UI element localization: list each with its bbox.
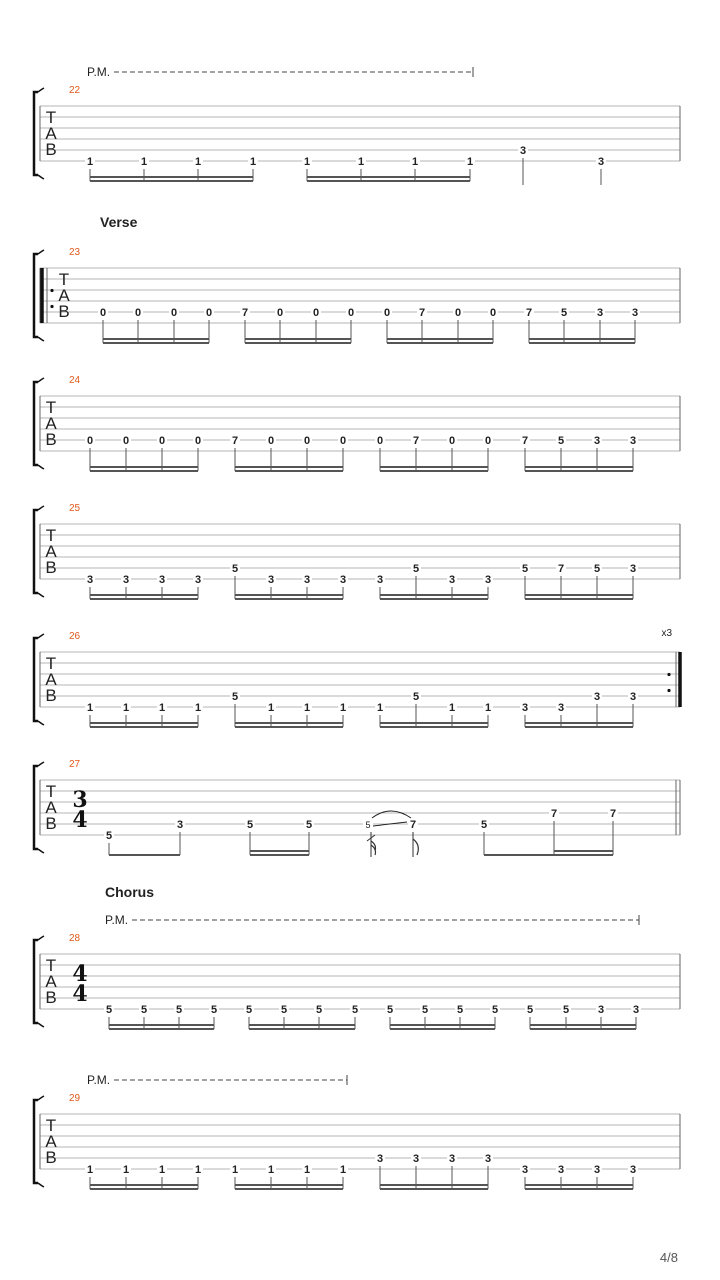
measure-number: 28 [69, 933, 81, 944]
fret-number: 3 [339, 574, 347, 586]
fret-number: 3 [122, 574, 130, 586]
fret-number: 1 [194, 156, 202, 168]
fret-number: 1 [267, 1164, 275, 1176]
fret-number: 5 [593, 563, 601, 575]
fret-number: 7 [409, 819, 417, 831]
tab-letter-t: T [45, 398, 57, 417]
fret-number: 0 [303, 435, 311, 447]
fret-number: 0 [312, 307, 320, 319]
tab-system-29 [34, 1073, 680, 1189]
bracket-tips [38, 506, 44, 597]
fret-number: 0 [339, 435, 347, 447]
fret-number: 0 [134, 307, 142, 319]
fret-number: 1 [86, 156, 94, 168]
tab-system-28 [34, 884, 680, 1029]
fret-number: 3 [629, 1164, 637, 1176]
fret-number: 3 [632, 1004, 640, 1016]
fret-number: 5 [560, 307, 568, 319]
fret-number: 1 [484, 702, 492, 714]
fret-number: 0 [376, 435, 384, 447]
fret-number: 3 [629, 435, 637, 447]
fret-number: 7 [557, 563, 565, 575]
repeat-dot [667, 689, 670, 692]
fret-number: 1 [303, 702, 311, 714]
repeat-dot [667, 673, 670, 676]
measure-number: 27 [69, 759, 81, 770]
fret-number: 3 [519, 145, 527, 157]
tab-letter-t: T [45, 654, 57, 673]
measure-number: 25 [69, 503, 81, 514]
fret-number: 5 [305, 819, 313, 831]
repeat-dot [50, 289, 53, 292]
fret-number: 1 [303, 156, 311, 168]
fret-number: 3 [376, 574, 384, 586]
fret-number: 0 [448, 435, 456, 447]
tab-letter-a: A [45, 972, 57, 991]
fret-number: 3 [194, 574, 202, 586]
fret-number: 5 [386, 1004, 394, 1016]
fret-number: 3 [597, 1004, 605, 1016]
fret-number: 3 [557, 1164, 565, 1176]
fret-number: 5 [480, 819, 488, 831]
fret-number: 3 [596, 307, 604, 319]
fret-number: 1 [249, 156, 257, 168]
measure-number: 22 [69, 85, 81, 96]
fret-number: 3 [597, 156, 605, 168]
tab-letter-t: T [58, 270, 70, 289]
fret-number: 1 [194, 1164, 202, 1176]
tab-system-22 [34, 65, 680, 185]
fret-number: 3 [593, 691, 601, 703]
fret-number: 3 [631, 307, 639, 319]
measure-number: 24 [69, 375, 81, 386]
bracket-tips [38, 1096, 44, 1187]
repeat-count: x3 [661, 628, 672, 639]
fret-number: 1 [231, 1164, 239, 1176]
fret-number: 3 [521, 1164, 529, 1176]
fret-number: 1 [86, 1164, 94, 1176]
tab-letter-a: A [45, 124, 57, 143]
fret-number: 3 [376, 1153, 384, 1165]
time-signature-top: 3 [72, 787, 88, 813]
fret-number: 5 [210, 1004, 218, 1016]
fret-number: 1 [122, 1164, 130, 1176]
tab-system-24 [34, 375, 680, 471]
fret-number: 3 [303, 574, 311, 586]
measure-number: 29 [69, 1093, 81, 1104]
fret-number: 1 [158, 702, 166, 714]
fret-number: 3 [484, 1153, 492, 1165]
fret-number: 5 [521, 563, 529, 575]
fret-number: 5 [557, 435, 565, 447]
tab-system-25 [34, 503, 680, 599]
tab-letter-b: B [45, 1148, 57, 1167]
tab-letter-a: A [45, 542, 57, 561]
section-label: Verse [100, 214, 138, 230]
tab-system-27 [34, 759, 680, 857]
fret-number: 3 [448, 574, 456, 586]
fret-number: 1 [158, 1164, 166, 1176]
tab-letter-t: T [45, 108, 57, 127]
fret-number: 5 [140, 1004, 148, 1016]
tab-letter-t: T [45, 526, 57, 545]
fret-number: 5 [351, 1004, 359, 1016]
bracket-tips [38, 936, 44, 1027]
note-flag [413, 839, 418, 855]
fret-number: 3 [158, 574, 166, 586]
fret-number: 0 [194, 435, 202, 447]
tab-letter-b: B [45, 686, 57, 705]
fret-number: 3 [86, 574, 94, 586]
fret-number: 3 [176, 819, 184, 831]
fret-number: 7 [550, 808, 558, 820]
fret-number: 1 [448, 702, 456, 714]
bracket-tips [38, 634, 44, 725]
fret-number: 0 [86, 435, 94, 447]
fret-number: 5 [231, 691, 239, 703]
slur [372, 811, 411, 818]
time-signature-bottom: 4 [72, 981, 88, 1007]
fret-number: 5 [245, 1004, 253, 1016]
fret-number: 0 [484, 435, 492, 447]
fret-number: 1 [411, 156, 419, 168]
tab-system-23 [34, 214, 680, 343]
fret-number: 5 [456, 1004, 464, 1016]
fret-number: 0 [489, 307, 497, 319]
tab-letter-b: B [45, 430, 57, 449]
bracket-tips [38, 88, 44, 179]
fret-number: 1 [376, 702, 384, 714]
system-bracket [34, 254, 38, 337]
fret-number: 5 [491, 1004, 499, 1016]
time-signature-top: 4 [72, 961, 88, 987]
fret-number: 1 [303, 1164, 311, 1176]
system-bracket [34, 766, 38, 849]
tab-letter-t: T [45, 782, 57, 801]
tab-letter-a: A [45, 670, 57, 689]
fret-number: 5 [526, 1004, 534, 1016]
fret-number: 7 [609, 808, 617, 820]
fret-number: 3 [412, 1153, 420, 1165]
bracket-tips [38, 762, 44, 853]
fret-number: 5 [412, 691, 420, 703]
fret-number: 5 [562, 1004, 570, 1016]
fret-number: 3 [484, 574, 492, 586]
palm-mute-label: P.M. [87, 65, 111, 79]
fret-number: 3 [593, 435, 601, 447]
section-label: Chorus [105, 884, 154, 900]
tab-letter-b: B [45, 140, 57, 159]
system-bracket [34, 382, 38, 465]
fret-number: 1 [267, 702, 275, 714]
fret-number: 1 [194, 702, 202, 714]
fret-number: 3 [448, 1153, 456, 1165]
fret-number: 5 [105, 1004, 113, 1016]
fret-number: 5 [175, 1004, 183, 1016]
fret-number: 7 [521, 435, 529, 447]
measure-number: 23 [69, 247, 81, 258]
fret-number: 0 [347, 307, 355, 319]
fret-number: 1 [140, 156, 148, 168]
fret-number: 7 [412, 435, 420, 447]
fret-number: 0 [454, 307, 462, 319]
fret-number: 0 [276, 307, 284, 319]
fret-number: 3 [629, 691, 637, 703]
fret-number: 1 [122, 702, 130, 714]
fret-number: 7 [418, 307, 426, 319]
page-number: 4/8 [659, 1250, 678, 1265]
fret-number: 5 [365, 820, 371, 830]
palm-mute-label: P.M. [87, 1073, 111, 1087]
tab-letter-a: A [45, 798, 57, 817]
fret-number: 3 [557, 702, 565, 714]
fret-number: 0 [383, 307, 391, 319]
fret-number: 0 [205, 307, 213, 319]
fret-number: 0 [158, 435, 166, 447]
fret-number: 0 [170, 307, 178, 319]
fret-number: 5 [315, 1004, 323, 1016]
tab-letter-t: T [45, 1116, 57, 1135]
fret-number: 5 [421, 1004, 429, 1016]
fret-number: 3 [521, 702, 529, 714]
tab-letter-a: A [58, 286, 70, 305]
time-signature-bottom: 4 [72, 807, 88, 833]
fret-number: 1 [339, 702, 347, 714]
measure-number: 26 [69, 631, 81, 642]
system-bracket [34, 940, 38, 1023]
tab-letter-b: B [58, 302, 70, 321]
tab-system-26 [34, 628, 680, 727]
fret-number: 7 [525, 307, 533, 319]
fret-number: 7 [241, 307, 249, 319]
grace-flag [371, 841, 376, 855]
tab-letter-b: B [45, 988, 57, 1007]
fret-number: 7 [231, 435, 239, 447]
fret-number: 3 [593, 1164, 601, 1176]
repeat-dot [50, 305, 53, 308]
tab-letter-a: A [45, 414, 57, 433]
fret-number: 0 [99, 307, 107, 319]
fret-number: 1 [86, 702, 94, 714]
tab-letter-b: B [45, 558, 57, 577]
tab-letter-t: T [45, 956, 57, 975]
fret-number: 1 [466, 156, 474, 168]
tab-letter-b: B [45, 814, 57, 833]
fret-number: 3 [267, 574, 275, 586]
fret-number: 5 [412, 563, 420, 575]
fret-number: 5 [246, 819, 254, 831]
fret-number: 5 [105, 830, 113, 842]
system-bracket [34, 510, 38, 593]
fret-number: 3 [629, 563, 637, 575]
system-bracket [34, 92, 38, 175]
fret-number: 1 [357, 156, 365, 168]
fret-number: 0 [267, 435, 275, 447]
fret-number: 5 [231, 563, 239, 575]
fret-number: 5 [280, 1004, 288, 1016]
bracket-tips [38, 378, 44, 469]
system-bracket [34, 638, 38, 721]
palm-mute-label: P.M. [105, 913, 129, 927]
system-bracket [34, 1100, 38, 1183]
tab-letter-a: A [45, 1132, 57, 1151]
fret-number: 0 [122, 435, 130, 447]
fret-number: 1 [339, 1164, 347, 1176]
